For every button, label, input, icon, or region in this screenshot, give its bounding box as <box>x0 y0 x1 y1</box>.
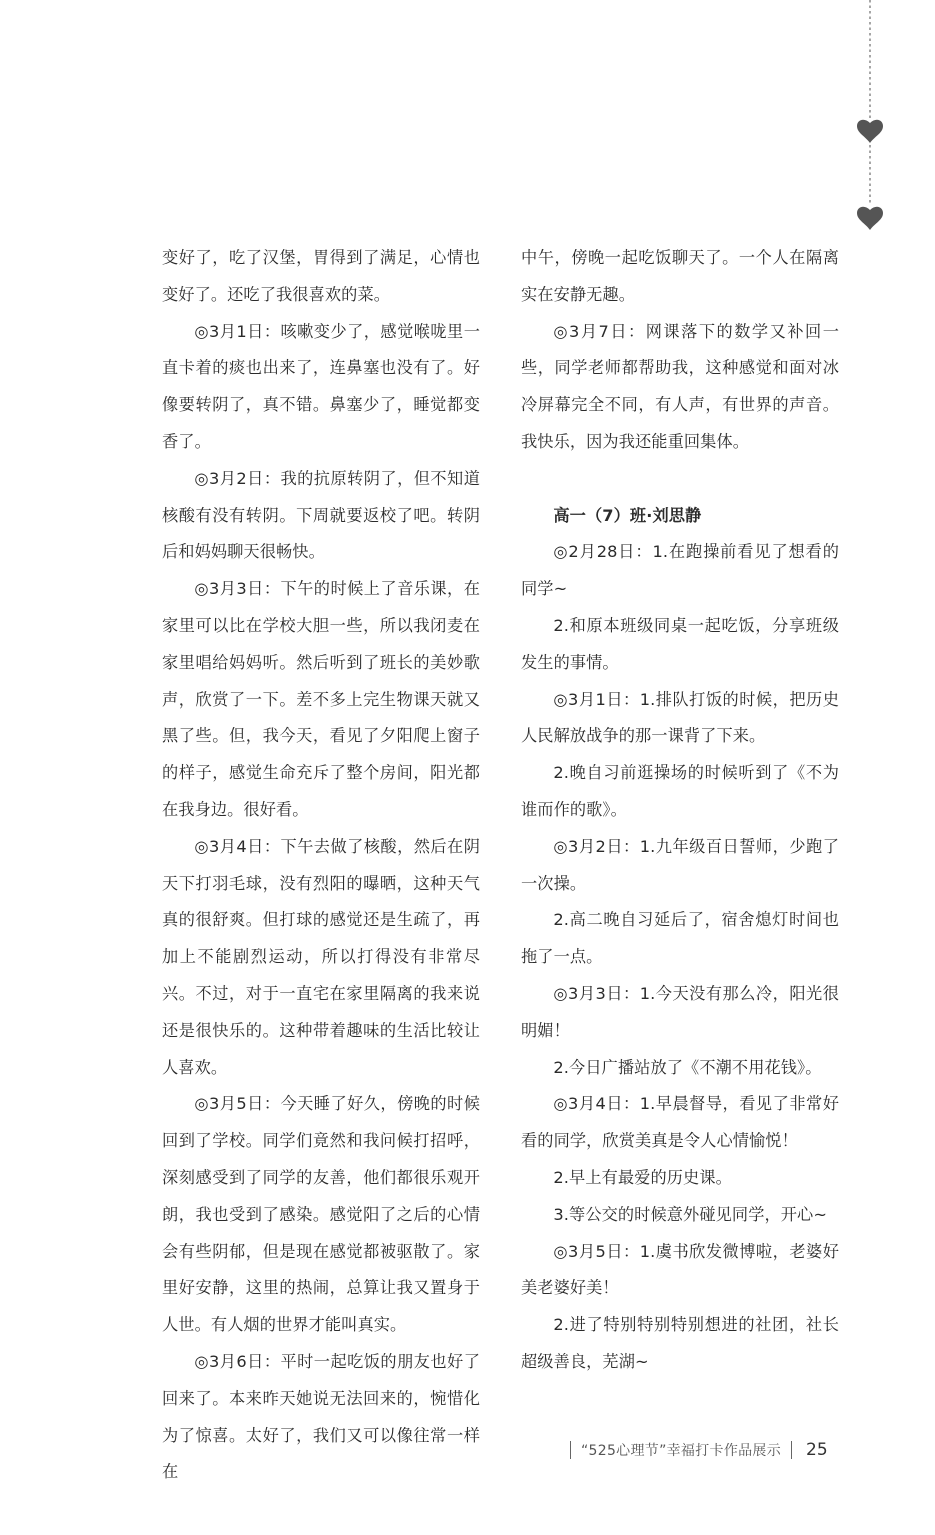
diary-entry-mar-5: ◎3月5日：今天睡了好久，傍晚的时候回到了学校。同学们竟然和我问候打招呼，深刻感受到了同学的友善，他们都很乐观开朗，我也受到了感染。感觉阳了之后的心情会有些阴郁，但是现在感觉都被驱散了。家里好安静，这里的热闹，总算让我又置身于人世。有人烟的世界才能叫真实。 <box>162 1094 480 1335</box>
list-item: ◎3月1日：1.排队打饭的时候，把历史人民解放战争的那一课背了下来。 <box>521 689 839 746</box>
diary-entry-mar-1: ◎3月1日：咳嗽变少了，感觉喉咙里一直卡着的痰也出来了，连鼻塞也没有了。好像要转阴了，真不错。鼻塞少了，睡觉都变香了。 <box>162 321 480 451</box>
paragraph: 中午，傍晚一起吃饭聊天了。一个人在隔离实在安静无趣。 <box>521 248 839 304</box>
paragraph: 变好了，吃了汉堡，胃得到了满足，心情也变好了。还吃了我很喜欢的菜。 <box>162 248 480 304</box>
list-item: 2.进了特别特别特别想进的社团，社长超级善良，芜湖~ <box>521 1315 839 1371</box>
diary-entry-mar-3: ◎3月3日：下午的时候上了音乐课，在家里可以比在学校大胆一些，所以我闭麦在家里唱给妈妈听。然后听到了班长的美妙歌声，欣赏了一下。差不多上完生物课天就又黑了些。但，我今天，看见了夕阳爬上窗子的样子，感觉生命充斥了整个房间，阳光都在我身边。很好看。 <box>162 579 480 819</box>
list-item: ◎3月3日：1.今天没有那么冷，阳光很明媚！ <box>521 983 839 1040</box>
list-item: ◎3月5日：1.虞书欣发微博啦，老婆好美老婆好美！ <box>521 1241 839 1298</box>
list-item: 2.今日广播站放了《不潮不用花钱》。 <box>553 1057 822 1077</box>
footer-title: “525心理节”幸福打卡作品展示 <box>581 1443 782 1459</box>
list-item: 3.等公交的时候意外碰见同学，开心~ <box>553 1204 828 1224</box>
diary-entry-mar-2: ◎3月2日：我的抗原转阴了，但不知道核酸有没有转阴。下周就要返校了吧。转阴后和妈妈聊天很畅快。 <box>162 468 480 562</box>
list-item: 2.早上有最爱的历史课。 <box>553 1167 732 1187</box>
diary-entry-mar-4: ◎3月4日：下午去做了核酸，然后在阴天下打羽毛球，没有烈阳的曝晒，这种天气真的很舒爽。但打球的感觉还是生疏了，再加上不能剧烈运动，所以打得没有非常尽兴。不过，对于一直宅在家里隔离的我来说还是很快乐的。这种带着趣味的生活比较让人喜欢。 <box>162 836 480 1077</box>
footer-divider <box>791 1441 792 1459</box>
list-item: ◎3月4日：1.早晨督导，看见了非常好看的同学，欣赏美真是令人心情愉悦！ <box>521 1094 839 1151</box>
heart-icon <box>857 207 883 230</box>
list-item: 2.晚自习前逛操场的时候听到了《不为谁而作的歌》。 <box>521 763 839 819</box>
page-footer <box>560 1437 828 1463</box>
dotted-line-hearts-decoration <box>856 0 896 250</box>
list-item: 2.高二晚自习延后了，宿舍熄灯时间也拖了一点。 <box>521 910 839 967</box>
page-number: 25 <box>806 1440 828 1460</box>
diary-entry-mar-7: ◎3月7日：网课落下的数学又补回一些，同学老师都帮助我，这种感觉和面对冰冷屏幕完全不同，有人声，有世界的声音。我快乐，因为我还能重回集体。 <box>521 321 839 451</box>
list-item: ◎3月2日：1.九年级百日誓师，少跑了一次操。 <box>521 836 839 893</box>
heart-icon <box>857 120 883 143</box>
diary-entry-mar-6: ◎3月6日：平时一起吃饭的朋友也好了回来了。本来昨天她说无法回来的，惋惜化为了惊喜。太好了，我们又可以像往常一样在 <box>162 1351 480 1482</box>
footer-divider <box>570 1441 571 1459</box>
list-item: ◎2月28日：1.在跑操前看见了想看的同学~ <box>521 542 839 599</box>
section-heading: 高一（7）班·刘思静 <box>553 505 702 525</box>
list-item: 2.和原本班级同桌一起吃饭，分享班级发生的事情。 <box>521 615 839 672</box>
left-text-column <box>162 240 480 1491</box>
right-text-column <box>521 240 839 1381</box>
